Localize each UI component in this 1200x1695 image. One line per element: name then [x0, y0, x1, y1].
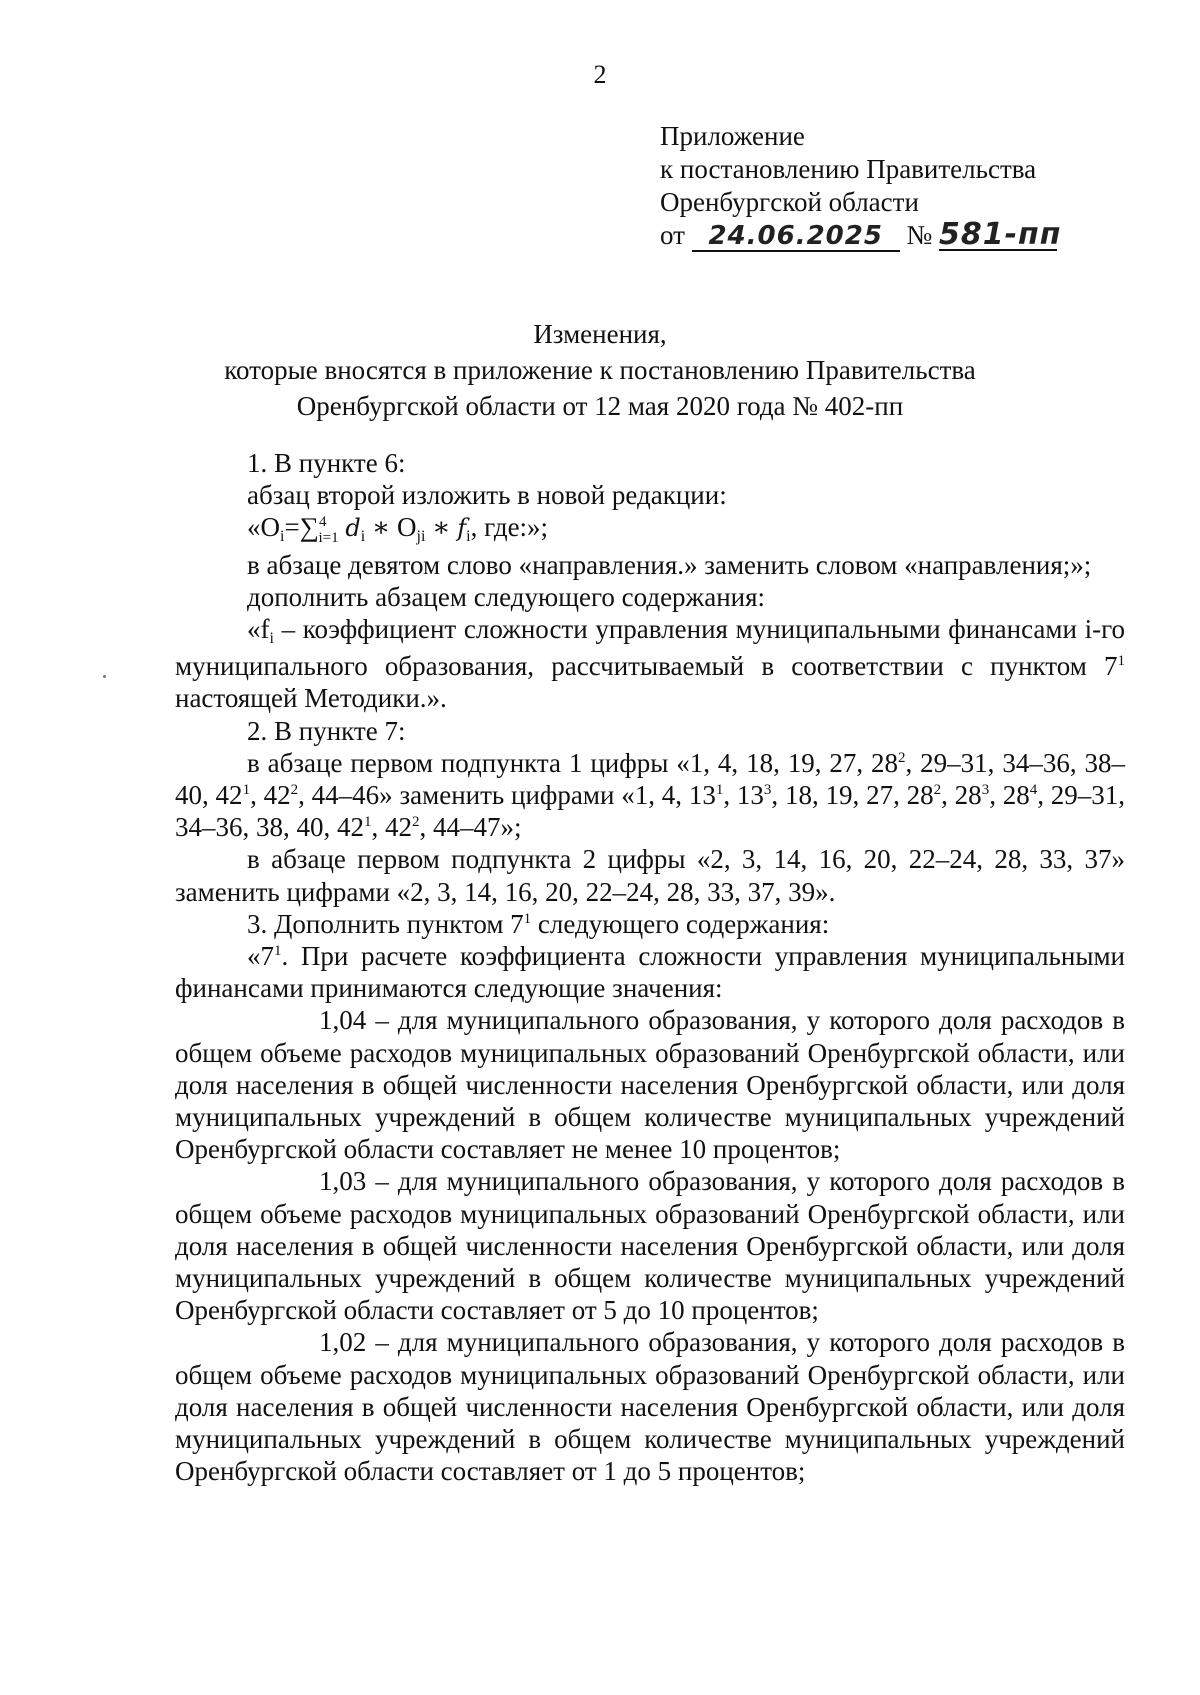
paragraph: 1,03 – для муниципального образования, у которого доля расходов в общем объеме расходов муниципальных образований Оренбургской области, или доля населения в общей численности населения Оренбургской области, или доля муниципальных учреждений в общем количестве муниципальных учреждений Оренбургской области составляет от 5 до 10 процентов; [175, 1166, 1125, 1326]
appendix-line-3: Оренбургской области [660, 187, 919, 217]
handwritten-number: 581-пп [938, 217, 1062, 252]
paragraph: дополнить абзацем следующего содержания: [247, 581, 766, 612]
paragraph: абзац второй изложить в новой редакции: [247, 480, 727, 511]
paragraph: в абзаце первом подпункта 2 цифры «2, 3, 14, 16, 20, 22–24, 28, 33, 37» заменить цифрами «2, 3, 14, 16, 20, 22–24, 28, 33, 37, 39». [175, 844, 1125, 907]
paragraph: 1. В пункте 6: [247, 448, 406, 478]
appendix-line-1: Приложение [660, 121, 805, 151]
title-line-3: Оренбургской области от 12 мая 2020 года № 402-пп [296, 391, 904, 421]
number-prefix: № [906, 220, 933, 250]
formula: «Oi=∑$^4_{i=1}$ di ∗ Oji ∗ fi, где:»; [247, 512, 549, 547]
paragraph: в абзаце девятом слово «направления.» заменить словом «направления;»; [247, 549, 1092, 580]
appendix-block [660, 120, 1062, 252]
page-number: 2 [593, 60, 607, 89]
paragraph: 2. В пункте 7: [247, 715, 406, 746]
title-line-1: Изменения, [533, 319, 667, 349]
paragraph: «fi – коэффициент сложности управления муниципальными финансами i-го муниципального образования, рассчитываемый в соответствии с пунктом $7^1$ настоящей Методики.». [175, 614, 1125, 714]
paragraph: 1,02 – для муниципального образования, у которого доля расходов в общем объеме расходов муниципальных образований Оренбургской области, или доля населения в общей численности населения Оренбургской области, или доля муниципальных учреждений в общем количестве муниципальных учреждений Оренбургской области составляет от 1 до 5 процентов; [175, 1327, 1125, 1487]
paragraph: в абзаце первом подпункта 1 цифры «1, 4, 18, 19, 27, $28^2$, 29–31, 34–36, 38–40, $42^1$, $42^2$, 44–46» заменить цифрами «1, 4, $13^1$, $13^3$, 18, 19, 27, $28^2$, $28^3$, $28^4$, 29–31, 34–36, 38, 40, $42^1$, $42^2$, 44–47»; [175, 747, 1126, 843]
document-title [0, 316, 1200, 424]
date-prefix: от [660, 220, 685, 250]
handwritten-date: 24.06.2025 [692, 222, 900, 252]
appendix-date-line [660, 217, 1062, 252]
paragraph: 1,04 – для муниципального образования, у которого доля расходов в общем объеме расходов муниципальных образований Оренбургской области, или доля населения в общей численности населения Оренбургской области, или доля муниципальных учреждений в общем количестве муниципальных учреждений Оренбургской области составляет не менее 10 процентов; [175, 1005, 1125, 1165]
paragraph: 3. Дополнить пунктом $7^1$ следующего содержания: [247, 908, 830, 939]
scan-speck [103, 675, 106, 678]
appendix-line-2: к постановлению Правительства [660, 154, 1037, 184]
paragraph: «$7^1$. При расчете коэффициента сложности управления муниципальными финансами принимаются следующие значения: [175, 941, 1125, 1004]
title-line-2: которые вносятся в приложение к постановлению Правительства [224, 355, 976, 385]
document-body [175, 447, 1125, 1488]
